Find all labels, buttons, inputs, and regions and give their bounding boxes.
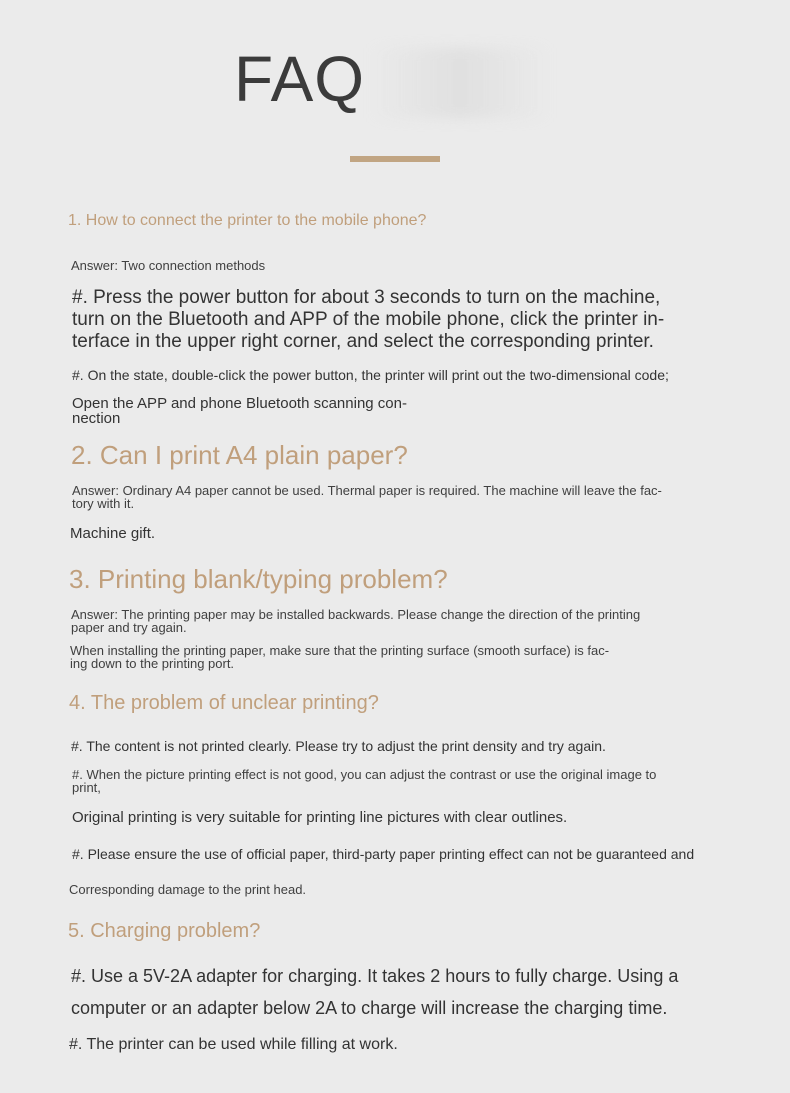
q1-step1-line2: turn on the Bluetooth and APP of the mobile phone, click the printer in-: [72, 308, 665, 330]
q4-item4: #. Please ensure the use of official paper, third-party paper printing effect can not be guaranteed and: [72, 846, 695, 862]
q5-item1-line2: computer or an adapter below 2A to charge will increase the charging time.: [71, 998, 668, 1018]
q3-tip-line1: When installing the printing paper, make sure that the printing surface (smooth surface) is fac-: [70, 643, 610, 658]
q1-answer-label: Answer: Two connection methods: [71, 258, 266, 273]
q1-step3-line2: nection: [72, 410, 121, 427]
question-2: 2. Can I print A4 plain paper?: [71, 440, 408, 470]
q4-item1: #. The content is not printed clearly. Please try to adjust the print density and try again.: [71, 738, 606, 754]
page-title: FAQ: [234, 43, 366, 115]
q2-gift: Machine gift.: [70, 525, 156, 542]
q1-step3-line1: Open the APP and phone Bluetooth scanning con-: [72, 395, 407, 412]
question-4: 4. The problem of unclear printing?: [69, 692, 379, 714]
q5-item2: #. The printer can be used while filling at work.: [69, 1036, 398, 1053]
question-3: 3. Printing blank/typing problem?: [69, 564, 448, 594]
q1-step3: [72, 396, 407, 426]
question-1: 1. How to connect the printer to the mobile phone?: [68, 212, 427, 229]
q3-tip: [70, 644, 609, 670]
q4-item3: Original printing is very suitable for printing line pictures with clear outlines.: [72, 809, 568, 826]
q3-answer-line2: paper and try again.: [71, 620, 187, 635]
q1-step1: [72, 287, 664, 353]
question-5: 5. Charging problem?: [68, 920, 261, 942]
q1-step1-line1: #. Press the power button for about 3 seconds to turn on the machine,: [72, 287, 661, 308]
q4-item5: Corresponding damage to the print head.: [69, 882, 307, 897]
q5-item1: [71, 960, 678, 1024]
q5-item1-line1: #. Use a 5V-2A adapter for charging. It takes 2 hours to fully charge. Using a: [71, 966, 679, 986]
q1-step1-line3: terface in the upper right corner, and select the corresponding printer.: [72, 330, 654, 352]
q2-answer: [72, 484, 662, 510]
q4-item2-line1: #. When the picture printing effect is not good, you can adjust the contrast or use the original image to: [72, 767, 657, 782]
q3-answer: [71, 608, 640, 634]
q3-answer-line1: Answer: The printing paper may be installed backwards. Please change the direction of the printing: [71, 607, 641, 622]
title-shadow: [370, 48, 550, 118]
q2-answer-line1: Answer: Ordinary A4 paper cannot be used. Thermal paper is required. The machine will leave the fac-: [72, 483, 662, 498]
title-divider: [350, 156, 440, 162]
q1-step2: #. On the state, double-click the power button, the printer will print out the two-dimensional code;: [72, 367, 669, 383]
q3-tip-line2: ing down to the printing port.: [70, 656, 235, 671]
q4-item2: [72, 768, 656, 794]
q4-item2-line2: print,: [72, 780, 101, 795]
q2-answer-line2: tory with it.: [72, 496, 135, 511]
